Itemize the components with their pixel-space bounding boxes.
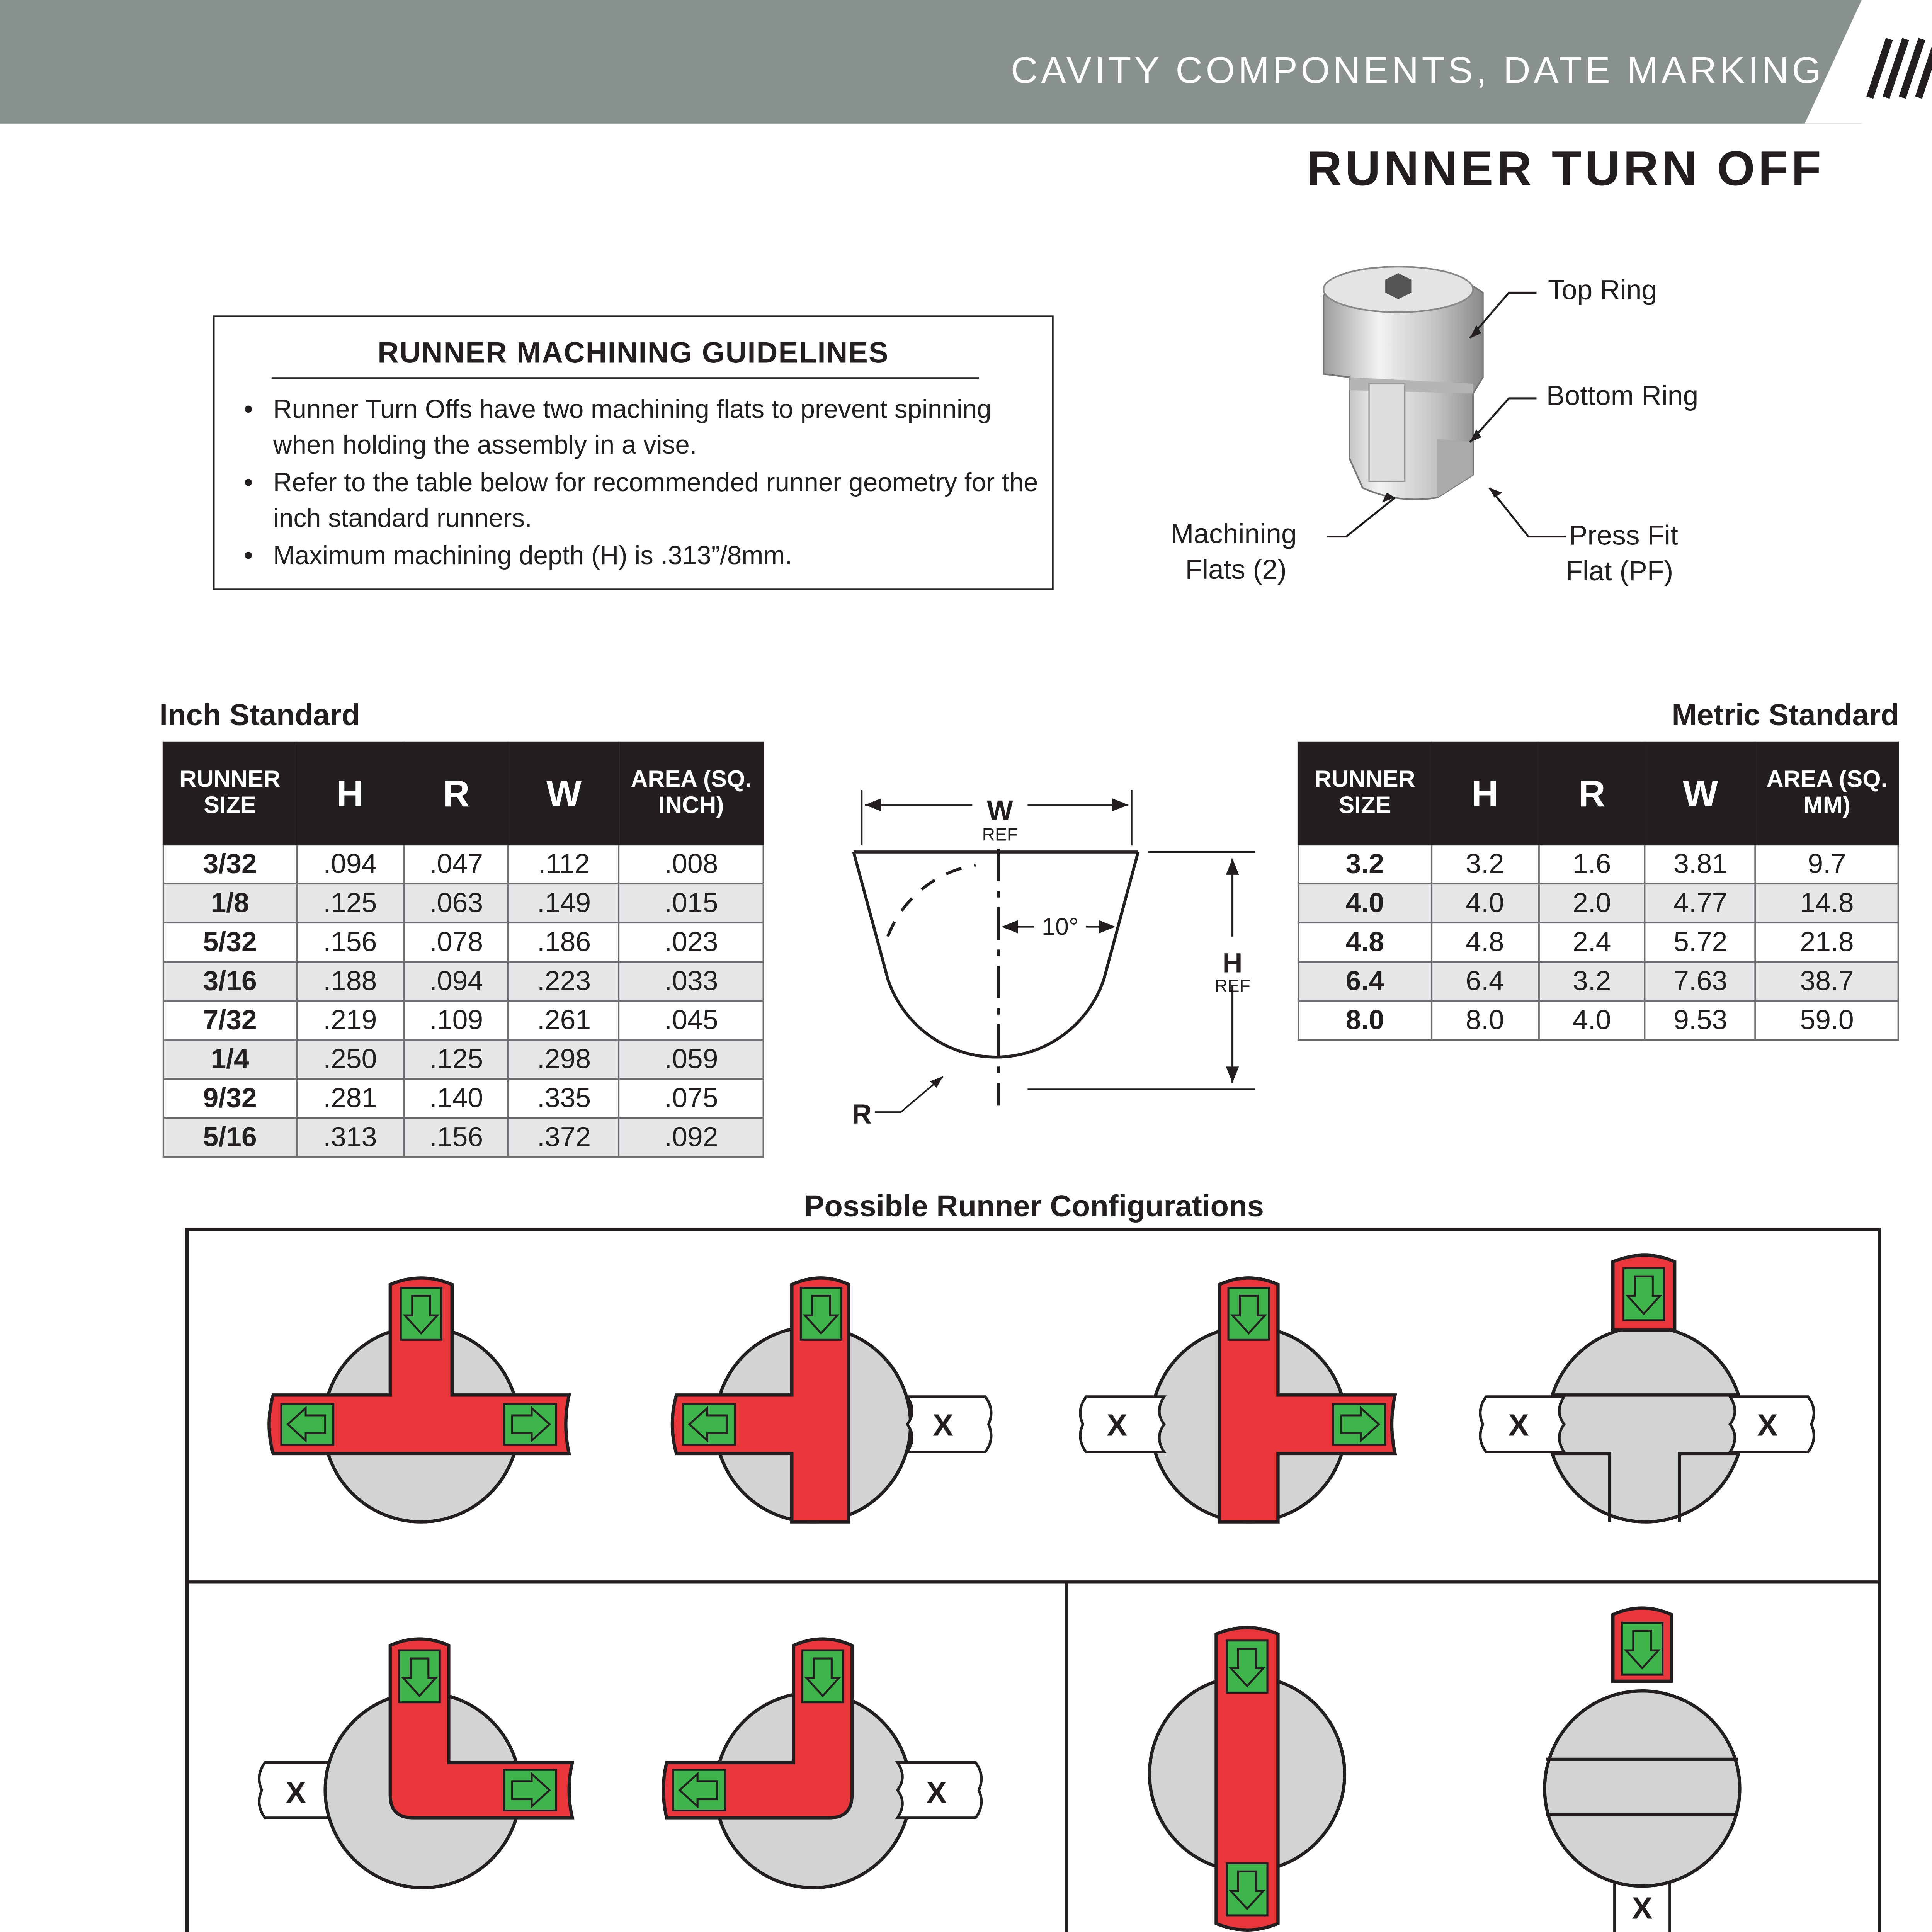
guidelines-title: RUNNER MACHINING GUIDELINES xyxy=(378,337,889,369)
table-cell: .156 xyxy=(403,1118,509,1157)
table-cell: 2.0 xyxy=(1538,884,1645,923)
callout-bottom-ring: Bottom Ring xyxy=(1546,380,1699,412)
runner-size-cell: 6.4 xyxy=(1298,962,1432,1001)
table-cell: .313 xyxy=(296,1118,403,1157)
config-tee-left-open xyxy=(672,1278,991,1522)
guideline-item: • Runner Turn Offs have two machining flats to prevent spinning when holding the assembly in a vise. xyxy=(244,396,992,459)
runner-size-cell: 4.0 xyxy=(1298,884,1432,923)
blocked-marker: X xyxy=(926,1775,947,1810)
table-cell: .223 xyxy=(509,962,619,1001)
table-cell: .092 xyxy=(619,1118,763,1157)
blocked-marker: X xyxy=(1757,1408,1778,1442)
runner-size-cell: 8.0 xyxy=(1298,1001,1432,1040)
table-header: AREA (SQ. INCH) xyxy=(619,742,763,845)
table-cell: 9.53 xyxy=(1645,1001,1755,1040)
guideline-item: • Maximum machining depth (H) is .313”/8mm. xyxy=(244,543,793,571)
table-cell: .094 xyxy=(403,962,509,1001)
table-cell: .125 xyxy=(296,884,403,923)
metric-standard-heading: Metric Standard xyxy=(1672,697,1899,732)
runner-size-cell: 5/32 xyxy=(163,923,297,962)
table-cell: .112 xyxy=(509,845,619,884)
table-cell: .015 xyxy=(619,884,763,923)
table-cell: 4.0 xyxy=(1432,884,1539,923)
table-cell: 3.81 xyxy=(1645,845,1755,884)
w-label: W xyxy=(987,794,1013,826)
table-header: RUNNER SIZE xyxy=(1298,742,1432,845)
table-cell: .075 xyxy=(619,1079,763,1118)
config-tee-right-open xyxy=(1080,1278,1395,1522)
table-cell: 1.6 xyxy=(1538,845,1645,884)
runner-size-cell: 1/8 xyxy=(163,884,297,923)
blocked-marker: X xyxy=(1508,1408,1529,1442)
table-cell: .023 xyxy=(619,923,763,962)
table-cell: .261 xyxy=(509,1001,619,1040)
r-label: R xyxy=(852,1099,872,1130)
table-cell: .219 xyxy=(296,1001,403,1040)
table-cell: .033 xyxy=(619,962,763,1001)
table-cell: .140 xyxy=(403,1079,509,1118)
table-cell: .045 xyxy=(619,1001,763,1040)
table-header: RUNNER SIZE xyxy=(163,742,297,845)
blocked-marker: X xyxy=(1632,1891,1653,1925)
table-cell: 7.63 xyxy=(1645,962,1755,1001)
table-cell: .156 xyxy=(296,923,403,962)
table-header: W xyxy=(1645,742,1755,845)
callout-top-ring: Top Ring xyxy=(1548,275,1657,306)
callout-press-fit-line1: Press Fit xyxy=(1569,520,1678,551)
page-title: RUNNER TURN OFF xyxy=(1306,143,1825,197)
table-cell: .078 xyxy=(403,923,509,962)
w-ref-label: REF xyxy=(982,824,1018,845)
config-tee-both-open xyxy=(269,1278,569,1522)
table-cell: .008 xyxy=(619,845,763,884)
table-header: H xyxy=(296,742,403,845)
runner-size-cell: 4.8 xyxy=(1298,923,1432,962)
table-cell: 3.2 xyxy=(1432,845,1539,884)
table-cell: .372 xyxy=(509,1118,619,1157)
runner-size-cell: 5/16 xyxy=(163,1118,297,1157)
table-cell: 4.0 xyxy=(1538,1001,1645,1040)
inch-standard-heading: Inch Standard xyxy=(159,697,360,732)
table-cell: 59.0 xyxy=(1755,1001,1898,1040)
table-header: H xyxy=(1432,742,1539,845)
table-cell: .250 xyxy=(296,1040,403,1079)
table-cell: .094 xyxy=(296,845,403,884)
table-cell: 6.4 xyxy=(1432,962,1539,1001)
table-cell: .298 xyxy=(509,1040,619,1079)
table-cell: 4.8 xyxy=(1432,923,1539,962)
table-cell: 8.0 xyxy=(1432,1001,1539,1040)
blocked-marker: X xyxy=(286,1775,306,1810)
configurations-title: Possible Runner Configurations xyxy=(804,1188,1264,1223)
config-straight-blocked xyxy=(1545,1608,1740,1932)
table-header: R xyxy=(403,742,509,845)
config-straight-through xyxy=(1150,1628,1345,1930)
table-cell: .109 xyxy=(403,1001,509,1040)
callout-machining-flats-line2: Flats (2) xyxy=(1185,554,1287,585)
callout-press-fit-line2: Flat (PF) xyxy=(1566,556,1673,587)
table-header: R xyxy=(1538,742,1645,845)
config-elbow-right xyxy=(259,1639,572,1888)
table-cell: .149 xyxy=(509,884,619,923)
table-cell: 4.77 xyxy=(1645,884,1755,923)
guideline-item: • Refer to the table below for recommended runner geometry for the inch standard runners. xyxy=(244,470,1038,533)
config-all-blocked xyxy=(1480,1255,1814,1522)
table-cell: .125 xyxy=(403,1040,509,1079)
table-cell: .335 xyxy=(509,1079,619,1118)
table-cell: .186 xyxy=(509,923,619,962)
table-cell: .063 xyxy=(403,884,509,923)
h-ref-label: REF xyxy=(1214,975,1250,996)
h-label: H xyxy=(1222,947,1243,979)
blocked-marker: X xyxy=(1107,1408,1128,1442)
table-cell: 38.7 xyxy=(1755,962,1898,1001)
table-header: W xyxy=(509,742,619,845)
table-cell: 5.72 xyxy=(1645,923,1755,962)
table-header: AREA (SQ. MM) xyxy=(1755,742,1898,845)
table-cell: 14.8 xyxy=(1755,884,1898,923)
table-cell: .059 xyxy=(619,1040,763,1079)
table-cell: .188 xyxy=(296,962,403,1001)
section-title: CAVITY COMPONENTS, DATE MARKING xyxy=(1010,49,1825,91)
table-cell: 21.8 xyxy=(1755,923,1898,962)
runner-size-cell: 9/32 xyxy=(163,1079,297,1118)
runner-size-cell: 1/4 xyxy=(163,1040,297,1079)
angle-label: 10° xyxy=(1041,913,1079,940)
runner-size-cell: 3/32 xyxy=(163,845,297,884)
table-cell: 2.4 xyxy=(1538,923,1645,962)
callout-machining-flats-line1: Machining xyxy=(1170,519,1297,550)
runner-size-cell: 7/32 xyxy=(163,1001,297,1040)
config-elbow-left xyxy=(663,1639,981,1888)
table-cell: 9.7 xyxy=(1755,845,1898,884)
runner-size-cell: 3/16 xyxy=(163,962,297,1001)
table-cell: .281 xyxy=(296,1079,403,1118)
table-cell: 3.2 xyxy=(1538,962,1645,1001)
table-cell: .047 xyxy=(403,845,509,884)
runner-size-cell: 3.2 xyxy=(1298,845,1432,884)
blocked-marker: X xyxy=(932,1408,954,1442)
